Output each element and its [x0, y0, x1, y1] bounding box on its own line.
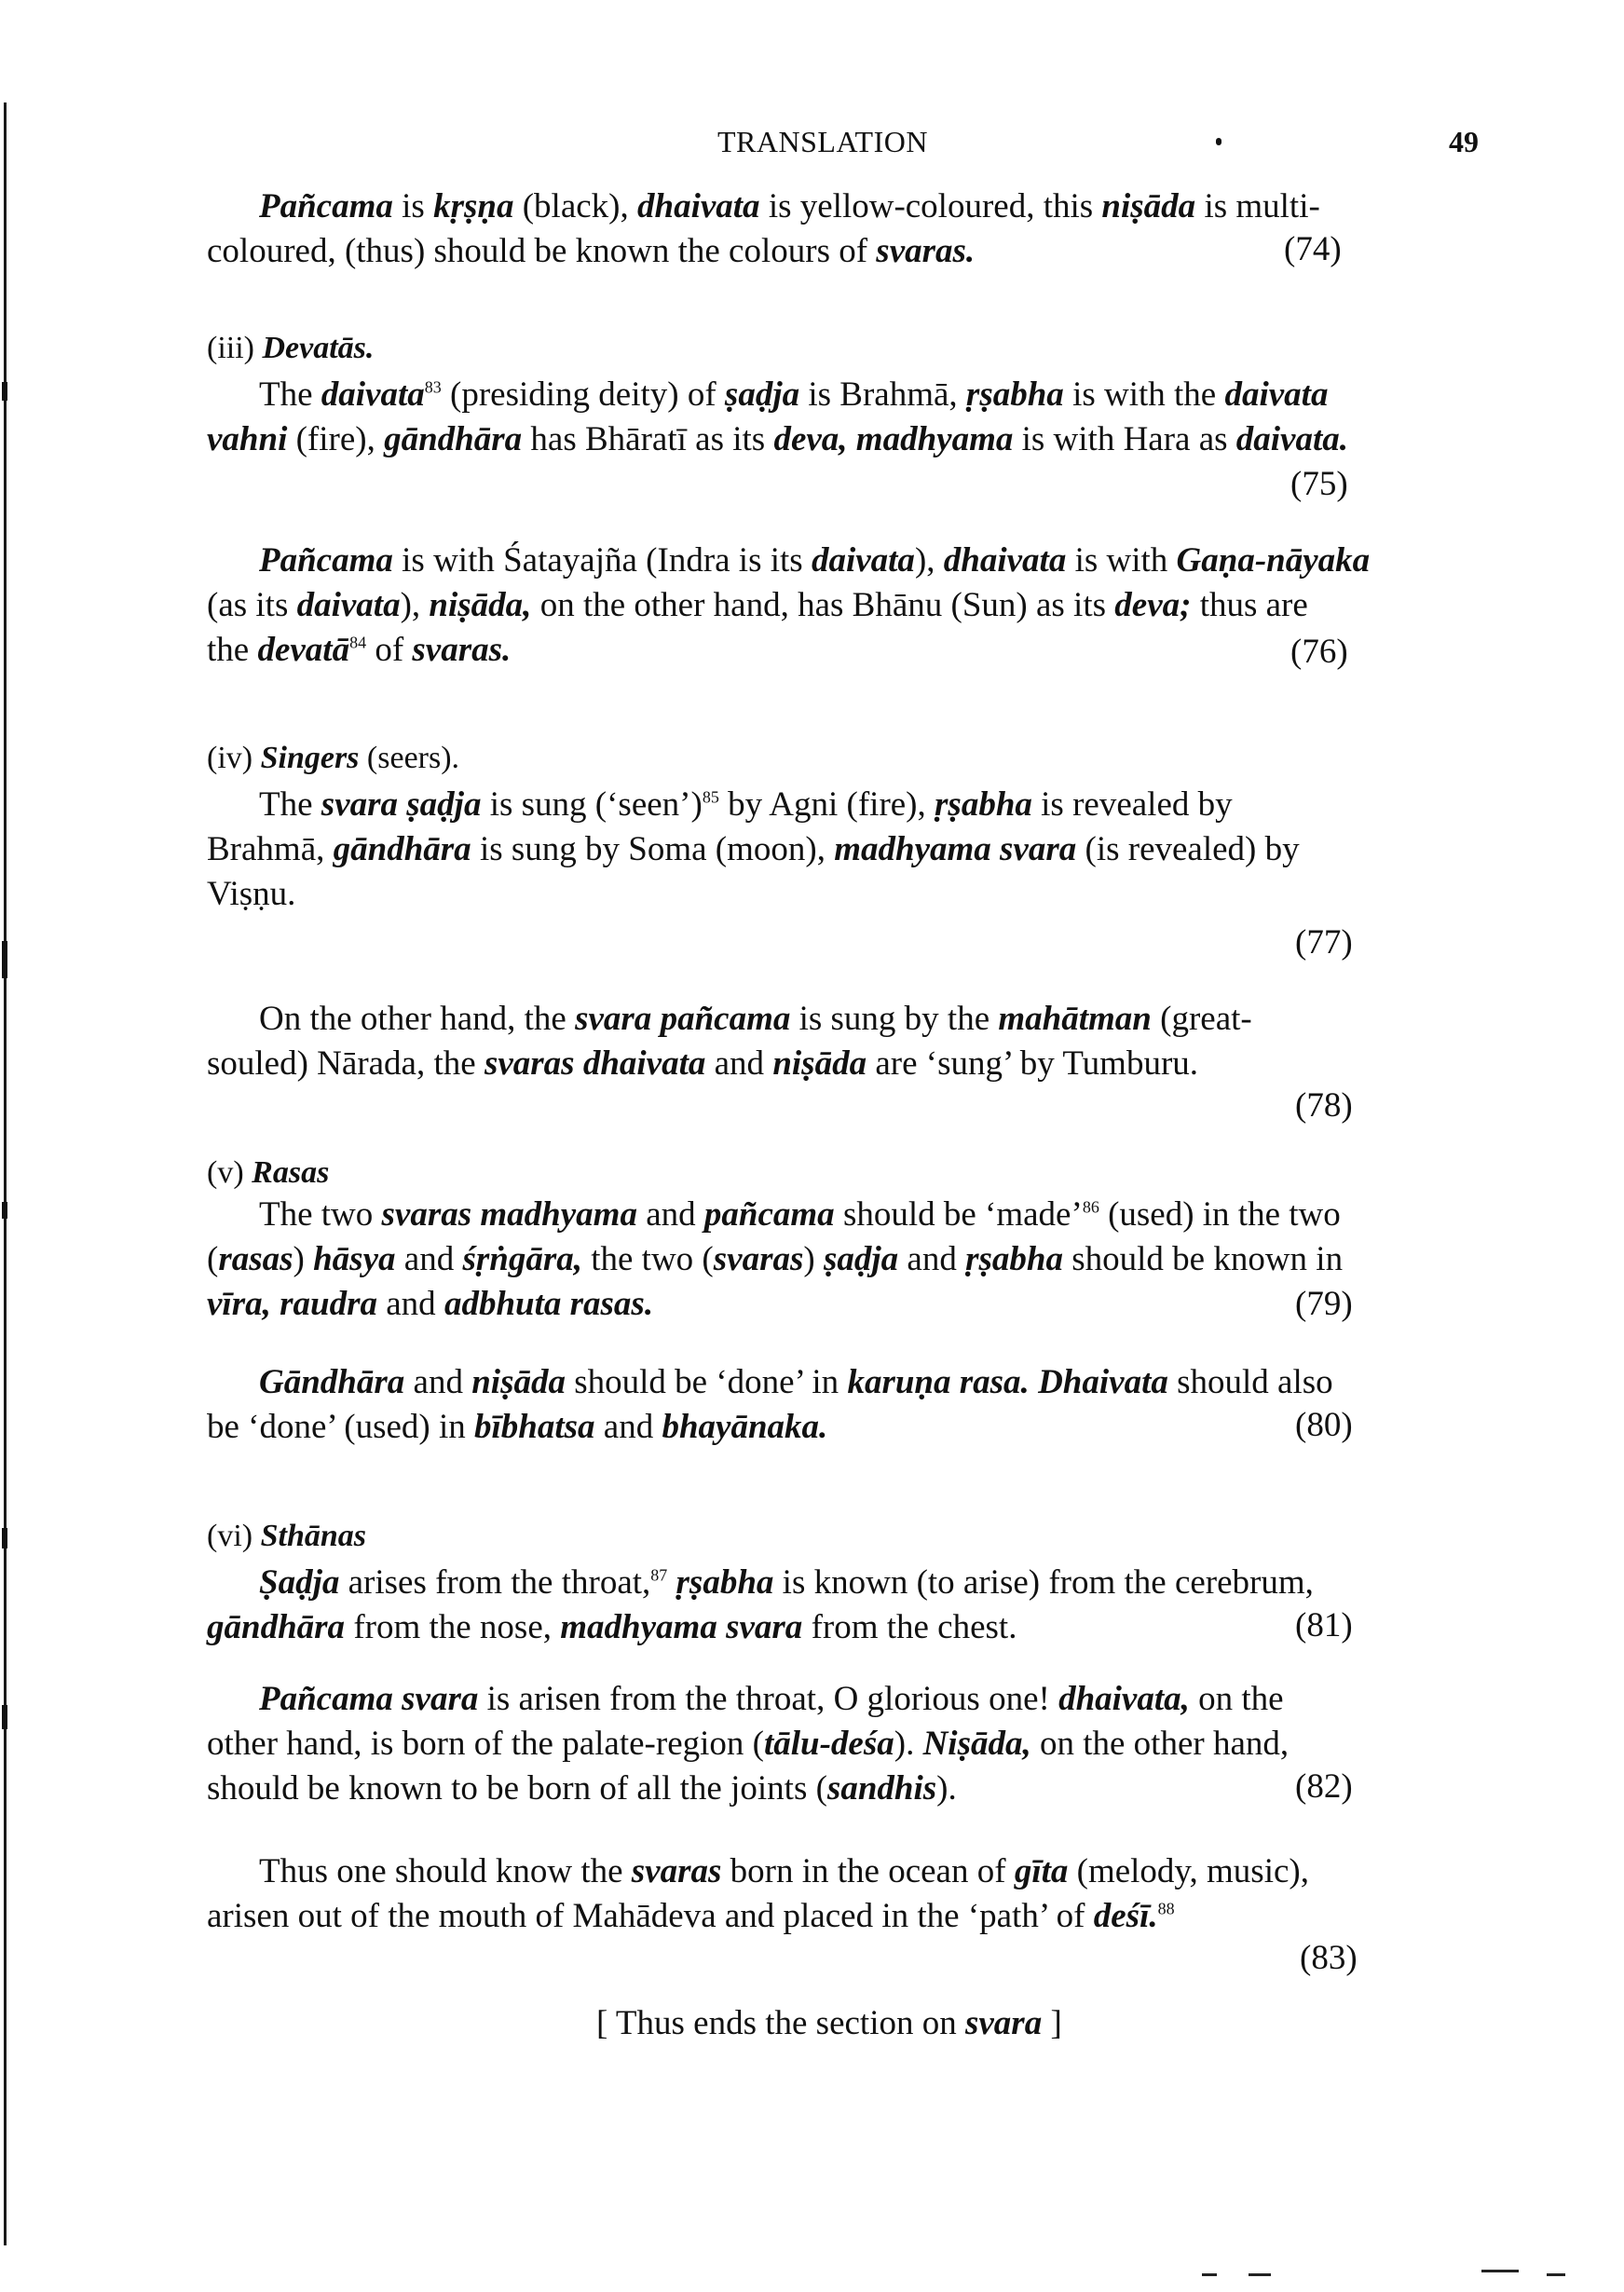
page-header	[0, 125, 1624, 171]
text-line: (as its daivata), niṣāda, on the other hand, has Bhānu (Sun) as its deva; thus are	[207, 586, 1308, 624]
scan-artifact	[1202, 2273, 1217, 2276]
verse-number: (76)	[1290, 633, 1348, 671]
verse-number: (81)	[1295, 1606, 1353, 1644]
text-line: vīra, raudra and adbhuta rasas.	[207, 1285, 654, 1323]
text-line: vahni (fire), gāndhāra has Bhāratī as its deva, madhyama is with Hara as daivata.	[207, 420, 1349, 458]
text-line: Pañcama is kṛṣṇa (black), dhaivata is yellow-coloured, this niṣāda is multi-	[259, 187, 1320, 225]
text-line: Brahmā, gāndhāra is sung by Soma (moon), madhyama svara (is revealed) by	[207, 830, 1300, 868]
running-title: TRANSLATION	[717, 125, 928, 158]
verse-number: (77)	[1295, 923, 1353, 962]
section-closing: [ Thus ends the section on svara ]	[596, 2004, 1062, 2042]
text-line: should be known to be born of all the joints (sandhis).	[207, 1769, 957, 1808]
binding-mark	[2, 1528, 7, 1548]
text-line: the devatā$^{84}$ of svaras.	[207, 631, 512, 669]
scan-artifact	[1481, 2270, 1519, 2272]
text-line: other hand, is born of the palate-region (tālu-deśa). Niṣāda, on the other hand,	[207, 1725, 1290, 1763]
text-line: Thus one should know the svaras born in the ocean of gīta (melody, music),	[259, 1852, 1309, 1890]
header-dot	[1216, 138, 1221, 145]
verse-number: (82)	[1295, 1767, 1353, 1806]
verse-number: (80)	[1295, 1406, 1353, 1444]
text-line: The two svaras madhyama and pañcama should be ‘made’$^{86}$ (used) in the two	[259, 1195, 1341, 1234]
verse-number: (83)	[1300, 1939, 1358, 1977]
section-heading: (vi) Sthānas	[207, 1519, 366, 1553]
text-line: The svara ṣaḍja is sung (‘seen’)$^{85}$ by Agni (fire), ṛṣabha is revealed by	[259, 785, 1233, 824]
section-heading: (iv) Singers (seers).	[207, 741, 460, 775]
verse-number: (78)	[1295, 1086, 1353, 1125]
binding-mark	[2, 382, 7, 401]
verse-number: (79)	[1295, 1285, 1353, 1323]
text-line: be ‘done’ (used) in bībhatsa and bhayānaka.	[207, 1408, 828, 1446]
text-line: coloured, (thus) should be known the colours of svaras.	[207, 232, 976, 270]
binding-mark	[2, 1202, 7, 1219]
text-line: Ṣaḍja arises from the throat,$^{87}$ ṛṣabha is known (to arise) from the cerebrum,	[259, 1563, 1314, 1602]
page-number: 49	[1449, 125, 1479, 158]
text-line: souled) Nārada, the svaras dhaivata and niṣāda are ‘sung’ by Tumburu.	[207, 1044, 1199, 1083]
scan-artifact	[1249, 2273, 1271, 2276]
scan-artifact	[1547, 2273, 1565, 2276]
verse-number: (75)	[1290, 465, 1348, 503]
text-line: Pañcama is with Śatayajña (Indra is its daivata), dhaivata is with Gaṇa-nāyaka	[259, 541, 1371, 580]
text-line: Viṣṇu.	[207, 875, 296, 913]
page-binding-edge	[4, 102, 7, 2245]
text-line: Pañcama svara is arisen from the throat, O glorious one! dhaivata, on the	[259, 1680, 1284, 1718]
verse-77	[207, 783, 1507, 917]
binding-mark	[2, 1705, 7, 1729]
verse-75	[207, 373, 1507, 462]
verse-83	[207, 1849, 1507, 1939]
text-line: Gāndhāra and niṣāda should be ‘done’ in karuṇa rasa. Dhaivata should also	[259, 1363, 1333, 1401]
text-line: On the other hand, the svara pañcama is sung by the mahātman (great-	[259, 1000, 1252, 1038]
text-line: The daivata$^{83}$ (presiding deity) of ṣaḍja is Brahmā, ṛṣabha is with the daivata	[259, 375, 1329, 414]
binding-mark	[2, 941, 7, 978]
verse-number: (74)	[1284, 230, 1342, 268]
text-line: gāndhāra from the nose, madhyama svara from the chest.	[207, 1608, 1017, 1646]
text-line: arisen out of the mouth of Mahādeva and placed in the ‘path’ of deśī.$^{88}$	[207, 1897, 1175, 1935]
verse-78	[207, 997, 1507, 1086]
text-line: (rasas) hāsya and śṛṅgāra, the two (svaras) ṣaḍja and ṛṣabha should be known in	[207, 1240, 1344, 1278]
section-heading: (iii) Devatās.	[207, 331, 375, 365]
section-heading: (v) Rasas	[207, 1155, 330, 1190]
